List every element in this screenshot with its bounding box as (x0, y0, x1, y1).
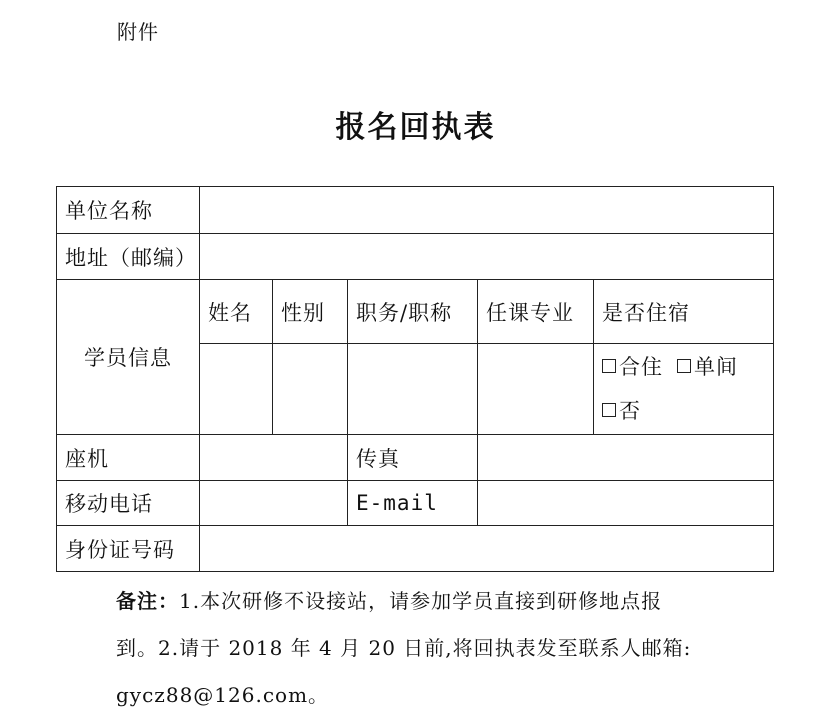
attachment-label: 附件 (117, 20, 159, 44)
subject-field[interactable] (478, 344, 594, 435)
address-label: 地址（邮编） (57, 234, 200, 280)
checkbox-icon[interactable] (677, 359, 691, 373)
student-header-row (57, 280, 774, 344)
unit-name-field[interactable] (200, 187, 774, 234)
lodging-option-shared[interactable] (602, 355, 663, 379)
lodging-options (594, 344, 774, 435)
lodging-option-no-label: 否 (619, 399, 641, 423)
landline-field[interactable] (200, 435, 348, 481)
mobile-email-row (57, 481, 774, 526)
fax-label: 传真 (348, 435, 478, 481)
id-row (57, 526, 774, 572)
column-name: 姓名 (200, 280, 273, 344)
mobile-field[interactable] (200, 481, 348, 526)
notes-section (116, 578, 736, 719)
name-field[interactable] (200, 344, 273, 435)
notes-text-2: 到。2.请于 2018 年 4 月 20 日前,将回执表发至联系人邮箱: (116, 636, 692, 660)
checkbox-icon[interactable] (602, 359, 616, 373)
id-field[interactable] (200, 526, 774, 572)
mobile-label: 移动电话 (57, 481, 200, 526)
lodging-options-row-2 (602, 389, 773, 433)
notes-text-1: 1.本次研修不设接站，请参加学员直接到研修地点报 (179, 589, 663, 613)
gender-field[interactable] (273, 344, 348, 435)
email-label: E-mail (348, 481, 478, 526)
address-row (57, 234, 774, 280)
column-lodging: 是否住宿 (594, 280, 774, 344)
landline-fax-row (57, 435, 774, 481)
address-field[interactable] (200, 234, 774, 280)
notes-line-1 (116, 578, 736, 625)
fax-field[interactable] (478, 435, 774, 481)
student-info-label: 学员信息 (57, 280, 200, 435)
column-subject: 任课专业 (478, 280, 594, 344)
lodging-options-row-1 (602, 345, 773, 389)
unit-name-label: 单位名称 (57, 187, 200, 234)
lodging-option-single[interactable] (677, 355, 738, 379)
column-position: 职务/职称 (348, 280, 478, 344)
lodging-option-single-label: 单间 (694, 355, 738, 379)
notes-label: 备注： (116, 589, 179, 613)
lodging-option-shared-label: 合住 (619, 355, 663, 379)
notes-email-address: gycz88@126.com。 (116, 683, 330, 707)
position-field[interactable] (348, 344, 478, 435)
column-gender: 性别 (273, 280, 348, 344)
page-title: 报名回执表 (335, 110, 496, 145)
registration-form-table (56, 186, 774, 572)
landline-label: 座机 (57, 435, 200, 481)
id-label: 身份证号码 (57, 526, 200, 572)
checkbox-icon[interactable] (602, 403, 616, 417)
email-field[interactable] (478, 481, 774, 526)
lodging-option-no[interactable] (602, 399, 641, 423)
unit-name-row (57, 187, 774, 234)
